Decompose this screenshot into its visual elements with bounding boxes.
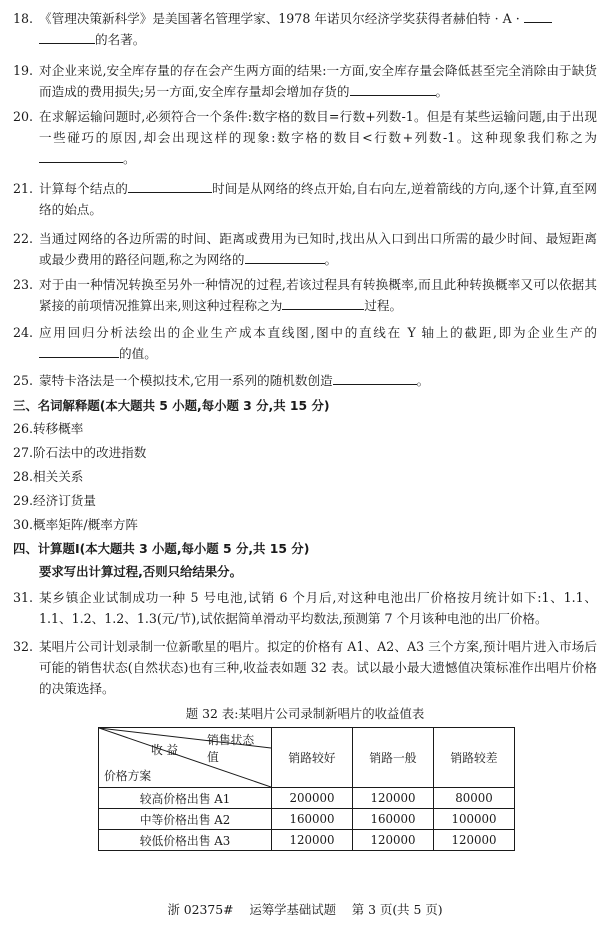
table-cell: 120000 [353, 830, 434, 851]
table-row [99, 830, 515, 851]
question-number: 18. [13, 11, 34, 26]
table-row [99, 809, 515, 830]
answer-blank[interactable] [350, 81, 436, 96]
question-21: 21. 计算每个结点的 时间是从网络的终点开始,自右向左,逆着箭线的方向,逐个计算,直至网络的始点。 [13, 178, 597, 220]
column-header: 销路较差 [434, 728, 515, 788]
term-item: 29.经济订货量 [13, 493, 96, 508]
table-cell: 200000 [272, 788, 353, 809]
corner-label-income: 收 益 [151, 743, 179, 757]
question-22: 22. 当通过网络的各边所需的时间、距离或费用为已知时,找出从入口到出口所需的最少时间、最短距离或最少费用的路径问题,称之为网络的 。 [13, 228, 597, 270]
answer-blank[interactable] [333, 370, 417, 385]
answer-blank[interactable] [524, 8, 552, 23]
question-number: 31. [13, 590, 34, 605]
table-cell: 100000 [434, 809, 515, 830]
answer-blank[interactable] [245, 249, 325, 264]
row-label: 较低价格出售 A3 [99, 830, 272, 851]
column-header: 销路较好 [272, 728, 353, 788]
table-header-row [99, 728, 515, 788]
table-cell: 160000 [353, 809, 434, 830]
section-4-title: 四、计算题Ⅰ(本大题共 3 小题,每小题 5 分,共 15 分) [13, 541, 310, 556]
row-label: 较高价格出售 A1 [99, 788, 272, 809]
payoff-table [98, 727, 515, 851]
corner-label-state: 销售状态 [207, 733, 255, 747]
table-cell: 120000 [353, 788, 434, 809]
table-cell: 160000 [272, 809, 353, 830]
question-number: 21. [13, 181, 34, 196]
question-number: 23. [13, 277, 34, 292]
corner-label-plan: 价格方案 [104, 769, 152, 783]
answer-blank[interactable] [39, 148, 123, 163]
question-number: 20. [13, 109, 34, 124]
term-item: 30.概率矩阵/概率方阵 [13, 517, 139, 532]
table-cell: 120000 [434, 830, 515, 851]
answer-blank[interactable] [39, 343, 119, 358]
page-footer: 浙 02375# 运筹学基础试题 第 3 页(共 5 页) [167, 902, 443, 917]
table-caption: 题 32 表:某唱片公司录制新唱片的收益值表 [185, 706, 425, 721]
term-item: 27.阶石法中的改进指数 [13, 445, 147, 460]
answer-blank[interactable] [282, 295, 364, 310]
answer-blank[interactable] [39, 29, 95, 44]
question-25: 25. 蒙特卡洛法是一个模拟技术,它用一系列的随机数创造 。 [13, 370, 597, 391]
term-item: 26.转移概率 [13, 421, 84, 436]
table-row [99, 788, 515, 809]
answer-blank[interactable] [128, 178, 212, 193]
question-19: 19. 对企业来说,安全库存量的存在会产生两方面的结果:一方面,安全库存量会降低甚至完全消除由于缺货而造成的费用损失;另一方面,安全库存量却会增加存货的 。 [13, 60, 597, 102]
table-cell: 80000 [434, 788, 515, 809]
section-4-note: 要求写出计算过程,否则只给结果分。 [39, 564, 242, 579]
question-number: 22. [13, 231, 34, 246]
question-number: 32. [13, 639, 34, 654]
row-label: 中等价格出售 A2 [99, 809, 272, 830]
table-cell: 120000 [272, 830, 353, 851]
question-18: 18. 《管理决策新科学》是美国著名管理学家、1978 年诺贝尔经济学奖获得者赫伯特 · A · 的名著。 [13, 8, 597, 50]
question-number: 25. [13, 373, 34, 388]
question-number: 24. [13, 325, 34, 340]
section-3-title: 三、名词解释题(本大题共 5 小题,每小题 3 分,共 15 分) [13, 398, 330, 413]
question-23: 23. 对于由一种情况转换至另外一种情况的过程,若该过程具有转换概率,而且此种转换概率又可以依据其紧接的前项情况推算出来,则这种过程称之为 过程。 [13, 274, 597, 316]
column-header: 销路一般 [353, 728, 434, 788]
corner-label-value: 值 [207, 750, 219, 764]
question-20: 20. 在求解运输问题时,必须符合一个条件:数字格的数目=行数+列数-1。但是有某些运输问题,由于出现一些碰巧的原因,却会出现这样的现象:数字格的数目<行数+列数-1。这种现象我们称之为。 [13, 106, 597, 169]
question-24: 24. 应用回归分析法绘出的企业生产成本直线图,图中的直线在 Y 轴上的截距,即为企业生产的的值。 [13, 322, 597, 364]
term-item: 28.相关关系 [13, 469, 84, 484]
question-31: 31. 某乡镇企业试制成功一种 5 号电池,试销 6 个月后,对这种电池出厂价格按月统计如下:1、1.1、1.1、1.2、1.2、1.3(元/节),试依据简单滑动平均数法,预测第 7 个月该种电池的出厂价格。 [13, 587, 597, 629]
question-number: 19. [13, 63, 34, 78]
question-32: 32. 某唱片公司计划录制一位新歌星的唱片。拟定的价格有 A1、A2、A3 三个方案,预计唱片进入市场后可能的销售状态(自然状态)也有三种,收益表如题 32 表。试以最小最大遗憾值决策标准作出唱片价格的决策选择。 [13, 636, 597, 699]
diagonal-corner-cell [99, 728, 272, 788]
